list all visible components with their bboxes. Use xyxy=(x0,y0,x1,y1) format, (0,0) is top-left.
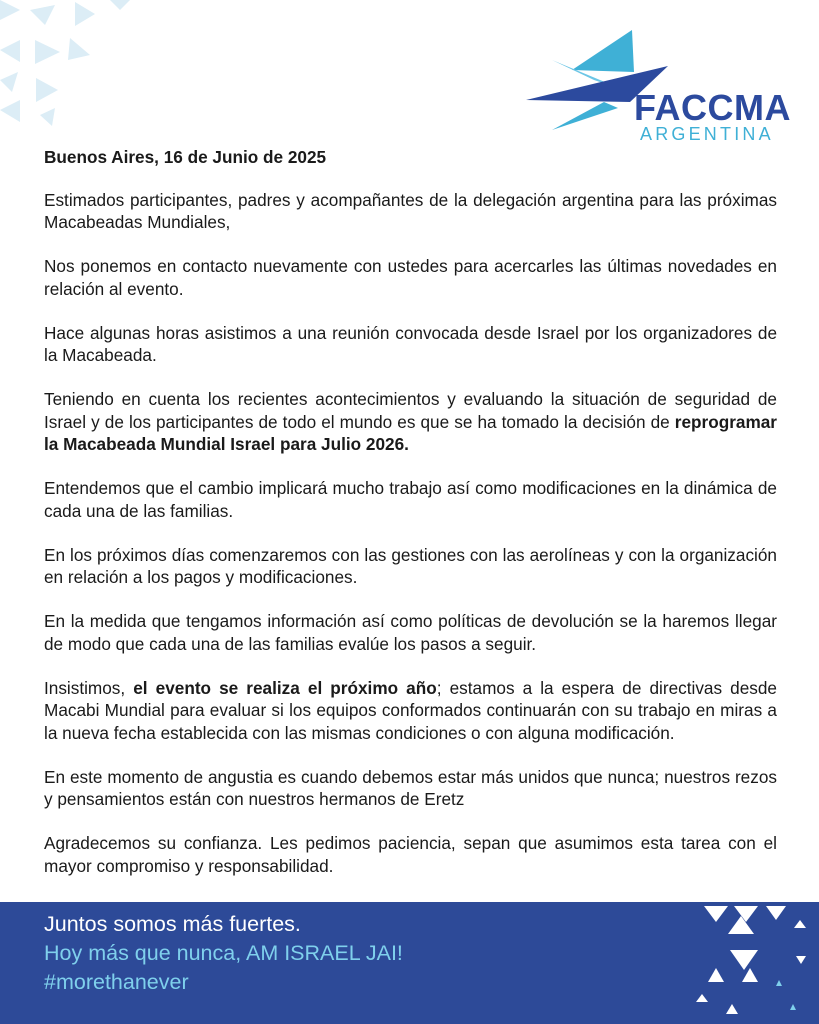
logo-wordmark: FACCMA xyxy=(634,87,791,128)
decorative-triangles-top-left xyxy=(0,0,170,135)
paragraph-insist xyxy=(44,677,777,745)
paragraph-refund: En la medida que tengamos información así como políticas de devolución se la haremos llegar de modo que cada una de las familias evalúe los pasos a seguir. xyxy=(44,611,777,654)
hashtag: #morethanever xyxy=(44,970,189,994)
slogan-line-2: Hoy más que nunca, AM ISRAEL JAI! xyxy=(44,941,403,965)
paragraph-greeting: Estimados participantes, padres y acompañantes de la delegación argentina para las próximas Macabeadas Mundiales, xyxy=(44,189,777,232)
footer-slogan xyxy=(44,910,403,997)
letter-body xyxy=(44,146,777,899)
decision-highlight: reprogramar la Macabeada Mundial Israel para Julio 2026. xyxy=(44,411,777,454)
insist-text-start: Insistimos, xyxy=(44,677,134,698)
letter-date: Buenos Aires, 16 de Junio de 2025 xyxy=(44,147,327,167)
paragraph-decision xyxy=(44,388,777,456)
insist-highlight: el evento se realiza el próximo año xyxy=(133,677,437,698)
slogan-line-1: Juntos somos más fuertes. xyxy=(44,912,301,936)
paragraph-next-days: En los próximos días comenzaremos con las gestiones con las aerolíneas y con la organización en relación a los pagos y modificaciones. xyxy=(44,544,777,587)
logo-subtitle: ARGENTINA xyxy=(640,124,774,144)
paragraph-contact: Nos ponemos en contacto nuevamente con ustedes para acercarles las últimas novedades en relación al evento. xyxy=(44,256,777,299)
footer-banner xyxy=(0,902,819,1024)
insist-text-end: ; estamos a la espera de directivas desde Macabi Mundial para evaluar si los equipos conformados continuarán con su trabajo en miras a la nueva fecha establecida con las mismas condiciones o con alguna modificación. xyxy=(44,677,777,743)
decorative-triangles-footer xyxy=(690,902,819,1024)
paragraph-unity: En este momento de angustia es cuando debemos estar más unidos que nunca; nuestros rezos y pensamientos están con nuestros hermanos de Eretz xyxy=(44,766,777,809)
paragraph-thanks: Agradecemos su confianza. Les pedimos paciencia, sepan que asumimos esta tarea con el mayor compromiso y responsabilidad. xyxy=(44,833,777,876)
faccma-logo xyxy=(522,28,791,148)
paragraph-change: Entendemos que el cambio implicará mucho trabajo así como modificaciones en la dinámica de cada una de las familias. xyxy=(44,478,777,521)
decision-text: Teniendo en cuenta los recientes acontecimientos y evaluando la situación de seguridad de Israel y de los participantes de todo el mundo es que se ha tomado la decisión de xyxy=(44,389,777,432)
paragraph-meeting: Hace algunas horas asistimos a una reunión convocada desde Israel por los organizadores de la Macabeada. xyxy=(44,322,777,365)
